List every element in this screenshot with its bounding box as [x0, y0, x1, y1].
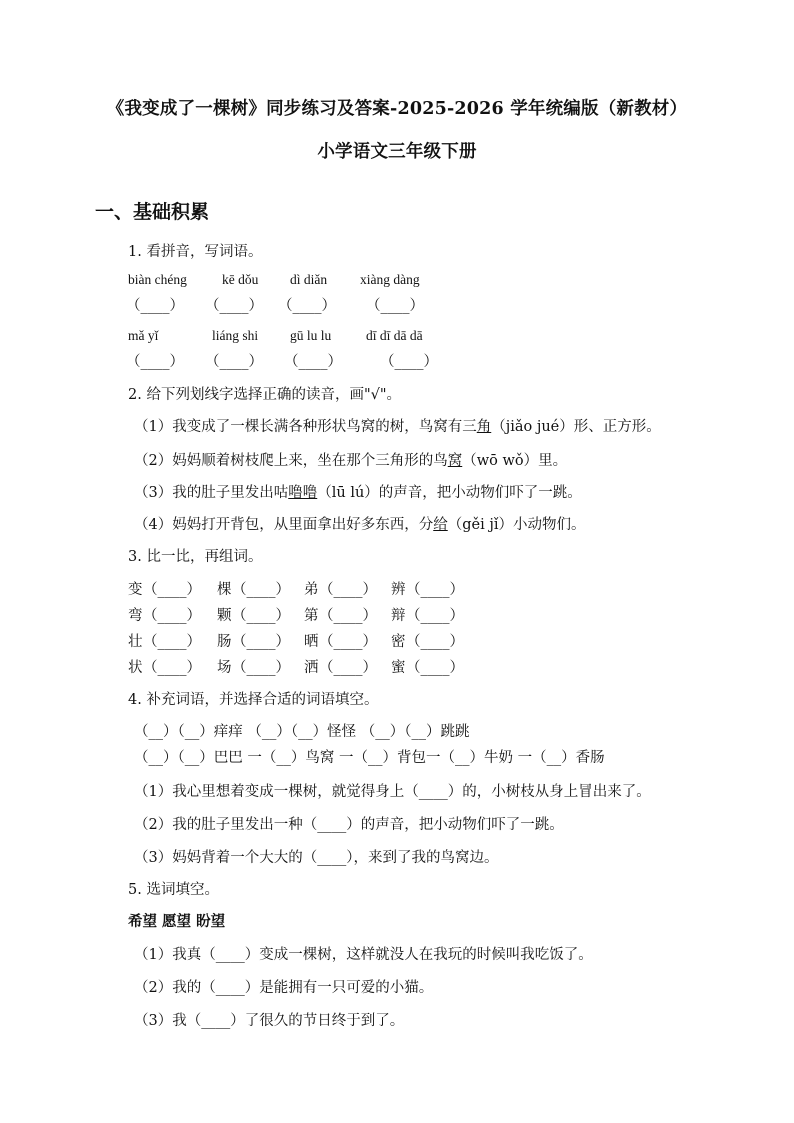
question-1-label: 1. 看拼音，写词语。 — [128, 244, 263, 260]
answer-blank[interactable]: （____） — [406, 582, 464, 598]
grid-char: 场 — [217, 660, 232, 676]
question-3-label: 3. 比一比，再组词。 — [128, 549, 263, 565]
answer-blank[interactable]: （____） — [284, 354, 342, 370]
item-text: （jiǎo jué）形、正方形。 — [491, 419, 661, 435]
answer-blank[interactable]: （____） — [366, 298, 424, 314]
grid-char: 辩 — [391, 608, 406, 624]
question-2-item-1 — [134, 415, 661, 436]
answer-blank[interactable]: （____） — [232, 582, 290, 598]
pinyin-item: xiàng dàng — [360, 272, 420, 287]
item-text: （gěi jǐ）小动物们。 — [447, 517, 586, 533]
grid-char: 状 — [128, 660, 143, 676]
document-title: 《我变成了一棵树》同步练习及答案-2025-2026 学年统编版（新教材） — [106, 99, 688, 119]
pinyin-item: dī dī dā dā — [366, 328, 423, 343]
answer-blank[interactable]: （____） — [406, 634, 464, 650]
pinyin-item: mǎ yǐ — [128, 328, 159, 343]
answer-blank[interactable]: （____） — [278, 298, 336, 314]
item-text: （3）我的肚子里发出咕 — [134, 485, 289, 501]
answer-blank[interactable]: （____） — [205, 298, 263, 314]
answer-blank[interactable]: （____） — [319, 634, 377, 650]
question-2-item-3 — [134, 481, 582, 502]
word-completion-line-1[interactable]: （__）（__）痒痒 （__）（__）怪怪 （__）（__）跳跳 — [134, 724, 470, 740]
pinyin-item: liáng shi — [212, 328, 259, 343]
answer-blank[interactable]: （____） — [143, 634, 201, 650]
question-2-item-2 — [134, 449, 567, 470]
question-5-item-2[interactable]: （2）我的（____）是能拥有一只可爱的小猫。 — [134, 980, 434, 996]
grid-char: 晒 — [304, 634, 319, 650]
grid-char: 辨 — [391, 582, 406, 598]
grid-char: 壮 — [128, 634, 143, 650]
answer-blank[interactable]: （____） — [143, 660, 201, 676]
pinyin-item: gū lu lu — [290, 328, 332, 343]
question-4-item-1[interactable]: （1）我心里想着变成一棵树，就觉得身上（____）的，小树枝从身上冒出来了。 — [134, 784, 651, 800]
pinyin-item: kē dǒu — [222, 272, 259, 287]
item-text: （wō wǒ）里。 — [462, 453, 568, 469]
answer-blank[interactable]: （____） — [143, 582, 201, 598]
answer-blank[interactable]: （____） — [126, 298, 184, 314]
item-text: （1）我变成了一棵长满各种形状鸟窝的树，鸟窝有三 — [134, 419, 477, 435]
grid-char: 棵 — [217, 582, 232, 598]
answer-blank[interactable]: （____） — [406, 660, 464, 676]
section-heading-basics: 一、基础积累 — [95, 201, 210, 223]
answer-blank[interactable]: （____） — [232, 608, 290, 624]
word-completion-line-2[interactable]: （__）（__）巴巴 一（__）鸟窝 一（__）背包一（__）牛奶 一（__）香肠 — [134, 750, 605, 766]
answer-blank[interactable]: （____） — [319, 660, 377, 676]
grid-char: 密 — [391, 634, 406, 650]
question-4-item-2[interactable]: （2）我的肚子里发出一种（____）的声音，把小动物们吓了一跳。 — [134, 817, 564, 833]
answer-blank[interactable]: （____） — [126, 354, 184, 370]
pinyin-item: biàn chéng — [128, 272, 187, 287]
grid-char: 蜜 — [391, 660, 406, 676]
answer-blank[interactable]: （____） — [380, 354, 438, 370]
question-5-item-3[interactable]: （3）我（____）了很久的节日终于到了。 — [134, 1013, 405, 1029]
question-4-item-3[interactable]: （3）妈妈背着一个大大的（____），来到了我的鸟窝边。 — [134, 850, 499, 866]
answer-blank[interactable]: （____） — [205, 354, 263, 370]
question-4-label: 4. 补充词语，并选择合适的词语填空。 — [128, 692, 379, 708]
word-choices: 希望 愿望 盼望 — [128, 913, 226, 930]
grid-char: 弯 — [128, 608, 143, 624]
underlined-char: 窝 — [447, 453, 463, 469]
answer-blank[interactable]: （____） — [143, 608, 201, 624]
underlined-char: 给 — [433, 517, 448, 533]
question-2-item-4 — [134, 513, 585, 534]
answer-blank[interactable]: （____） — [232, 660, 290, 676]
item-text: （4）妈妈打开背包，从里面拿出好多东西，分 — [134, 517, 434, 533]
question-5-item-1[interactable]: （1）我真（____）变成一棵树，这样就没人在我玩的时候叫我吃饭了。 — [134, 947, 593, 963]
document-subtitle: 小学语文三年级下册 — [317, 142, 477, 162]
underlined-char: 噜噜 — [288, 485, 318, 501]
answer-blank[interactable]: （____） — [319, 582, 377, 598]
answer-blank[interactable]: （____） — [406, 608, 464, 624]
grid-char: 颗 — [217, 608, 232, 624]
answer-blank[interactable]: （____） — [232, 634, 290, 650]
grid-char: 洒 — [304, 660, 319, 676]
grid-char: 肠 — [217, 634, 232, 650]
item-text: （lū lú）的声音，把小动物们吓了一跳。 — [317, 485, 582, 501]
item-text: （2）妈妈顺着树枝爬上来，坐在那个三角形的鸟 — [134, 453, 448, 469]
pinyin-item: dì diǎn — [290, 272, 328, 287]
grid-char: 弟 — [304, 582, 319, 598]
answer-blank[interactable]: （____） — [319, 608, 377, 624]
underlined-char: 角 — [476, 419, 492, 435]
grid-char: 第 — [304, 608, 319, 624]
question-5-label: 5. 选词填空。 — [128, 882, 219, 898]
grid-char: 变 — [128, 582, 143, 598]
question-2-label: 2. 给下列划线字选择正确的读音，画"√"。 — [128, 387, 402, 403]
